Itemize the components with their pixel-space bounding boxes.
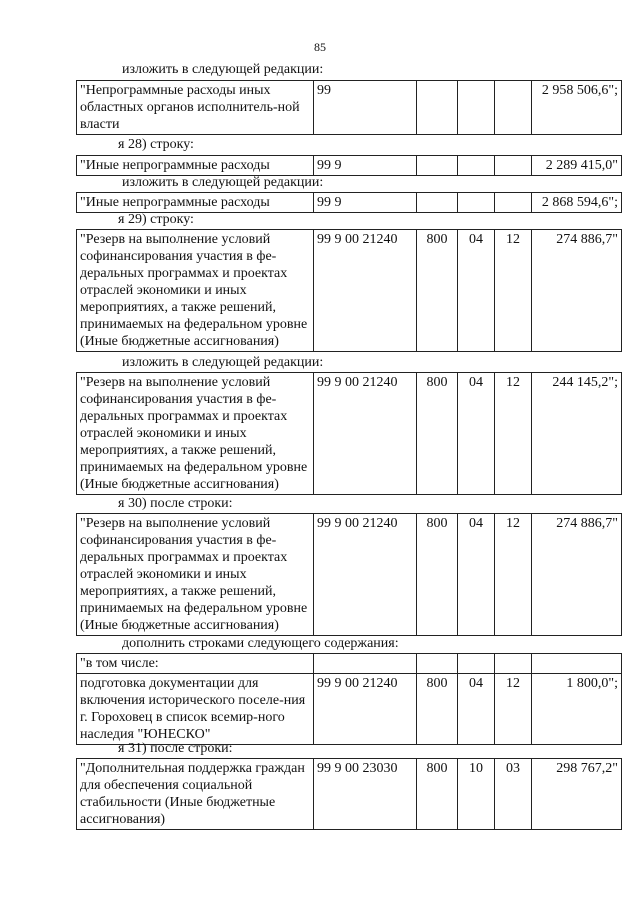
statement-3: изложить в следующей редакции: — [122, 175, 324, 190]
table-4 — [76, 229, 622, 352]
statement-6: я 30) после строки: — [118, 496, 233, 511]
pr-cell: 03 — [495, 759, 532, 830]
table-row — [77, 654, 622, 674]
table-5 — [76, 372, 622, 495]
name-cell: "Резерв на выполнение условий софинансирования участия в фе-деральных программах и проектах отраслей экономики и иных мероприятиях, а также решений, принимаемых на федеральном уровне (Иные бюджетные ассигнования) — [77, 514, 314, 636]
sum-cell: 274 886,7" — [532, 230, 622, 352]
vr-cell — [417, 193, 458, 213]
vr-cell — [417, 156, 458, 176]
code-cell: 99 9 — [314, 156, 417, 176]
pr-cell — [495, 81, 532, 135]
sum-cell: 2 958 506,6"; — [532, 81, 622, 135]
table-2 — [76, 155, 622, 176]
sum-cell: 2 289 415,0" — [532, 156, 622, 176]
code-cell: 99 9 — [314, 193, 417, 213]
table-row — [77, 373, 622, 495]
name-cell: подготовка документации для включения исторического поселе-ния г. Гороховец в список всемир-ного наследия "ЮНЕСКО" — [77, 674, 314, 745]
vr-cell: 800 — [417, 514, 458, 636]
table-row — [77, 674, 622, 745]
name-cell: "Резерв на выполнение условий софинансирования участия в фе-деральных программах и проектах отраслей экономики и иных мероприятиях, а также решений, принимаемых на федеральном уровне (Иные бюджетные ассигнования) — [77, 230, 314, 352]
table-row — [77, 81, 622, 135]
vr-cell: 800 — [417, 759, 458, 830]
name-cell: "в том числе: — [77, 654, 314, 674]
vr-cell: 800 — [417, 674, 458, 745]
page-number: 85 — [314, 40, 326, 54]
name-cell: "Резерв на выполнение условий софинансирования участия в фе-деральных программах и проектах отраслей экономики и иных мероприятиях, а также решений, принимаемых на федеральном уровне (Иные бюджетные ассигнования) — [77, 373, 314, 495]
vr-cell: 800 — [417, 230, 458, 352]
table-row — [77, 156, 622, 176]
statement-2: я 28) строку: — [118, 137, 194, 152]
code-cell: 99 9 00 21240 — [314, 230, 417, 352]
sum-cell: 244 145,2"; — [532, 373, 622, 495]
table-row — [77, 230, 622, 352]
rz-cell — [458, 193, 495, 213]
rz-cell — [458, 81, 495, 135]
pr-cell: 12 — [495, 230, 532, 352]
rz-cell — [458, 156, 495, 176]
statement-1: изложить в следующей редакции: — [122, 62, 324, 77]
rz-cell: 04 — [458, 373, 495, 495]
table-row — [77, 514, 622, 636]
table-row — [77, 759, 622, 830]
name-cell: "Дополнительная поддержка граждан для обеспечения социальной стабильности (Иные бюджетные ассигнования) — [77, 759, 314, 830]
vr-cell — [417, 81, 458, 135]
sum-cell: 298 767,2" — [532, 759, 622, 830]
table-7 — [76, 653, 622, 745]
table-1 — [76, 80, 622, 135]
table-8 — [76, 758, 622, 830]
code-cell: 99 9 00 21240 — [314, 373, 417, 495]
sum-cell: 2 868 594,6"; — [532, 193, 622, 213]
name-cell: "Иные непрограммные расходы — [77, 156, 314, 176]
code-cell: 99 9 00 21240 — [314, 674, 417, 745]
sum-cell: 274 886,7" — [532, 514, 622, 636]
table-3 — [76, 192, 622, 213]
rz-cell: 04 — [458, 230, 495, 352]
name-cell: "Непрограммные расходы иных областных органов исполнитель-ной власти — [77, 81, 314, 135]
code-cell — [314, 654, 417, 674]
rz-cell — [458, 654, 495, 674]
table-6 — [76, 513, 622, 636]
sum-cell — [532, 654, 622, 674]
rz-cell: 04 — [458, 674, 495, 745]
statement-5: изложить в следующей редакции: — [122, 355, 324, 370]
pr-cell — [495, 654, 532, 674]
statement-8: я 31) после строки: — [118, 741, 233, 756]
pr-cell: 12 — [495, 373, 532, 495]
table-row — [77, 193, 622, 213]
rz-cell: 04 — [458, 514, 495, 636]
code-cell: 99 — [314, 81, 417, 135]
pr-cell: 12 — [495, 674, 532, 745]
name-cell: "Иные непрограммные расходы — [77, 193, 314, 213]
code-cell: 99 9 00 21240 — [314, 514, 417, 636]
pr-cell: 12 — [495, 514, 532, 636]
pr-cell — [495, 193, 532, 213]
statement-4: я 29) строку: — [118, 212, 194, 227]
pr-cell — [495, 156, 532, 176]
vr-cell — [417, 654, 458, 674]
vr-cell: 800 — [417, 373, 458, 495]
rz-cell: 10 — [458, 759, 495, 830]
sum-cell: 1 800,0"; — [532, 674, 622, 745]
code-cell: 99 9 00 23030 — [314, 759, 417, 830]
statement-7: дополнить строками следующего содержания: — [122, 636, 399, 651]
